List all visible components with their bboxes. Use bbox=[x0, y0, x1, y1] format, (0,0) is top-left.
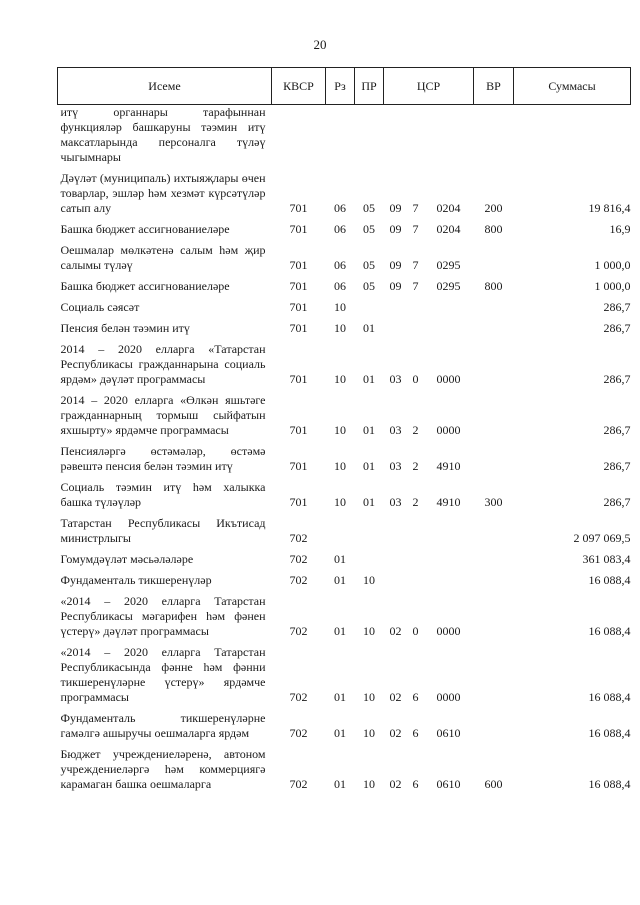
row-name: Социаль сәясәт bbox=[60, 300, 140, 314]
table-body bbox=[58, 105, 631, 796]
row-kvsr: 701 bbox=[289, 258, 308, 272]
row-pr bbox=[355, 513, 384, 549]
row-rz: 01 bbox=[334, 726, 346, 740]
row-rz: 10 bbox=[334, 423, 346, 437]
row-csr-code: 0295 bbox=[436, 279, 461, 293]
table-row bbox=[58, 105, 631, 169]
row-pr: 01 bbox=[363, 495, 375, 509]
row-sum: 286,7 bbox=[603, 321, 631, 335]
row-csr-code: 0610 bbox=[436, 726, 461, 740]
row-csr-program: 02 bbox=[389, 726, 402, 740]
row-pr bbox=[355, 297, 384, 318]
row-vr bbox=[474, 513, 514, 549]
table-row bbox=[58, 570, 631, 591]
row-rz: 10 bbox=[334, 459, 346, 473]
row-kvsr: 701 bbox=[289, 372, 308, 386]
row-vr bbox=[474, 297, 514, 318]
row-pr: 01 bbox=[363, 321, 375, 335]
row-rz: 01 bbox=[334, 690, 346, 704]
row-kvsr: 701 bbox=[289, 300, 308, 314]
row-vr bbox=[474, 240, 514, 276]
row-vr bbox=[474, 570, 514, 591]
row-pr: 05 bbox=[363, 258, 375, 272]
row-pr: 05 bbox=[363, 279, 375, 293]
header-sum: Суммасы bbox=[514, 68, 631, 105]
row-csr-subprogram: 2 bbox=[412, 423, 419, 437]
table-row bbox=[58, 318, 631, 339]
row-csr-program: 03 bbox=[389, 495, 402, 509]
row-sum: 16 088,4 bbox=[588, 777, 631, 791]
row-rz: 10 bbox=[334, 321, 346, 335]
row-pr: 10 bbox=[363, 573, 375, 587]
row-name: Башка бюджет ассигнованиеләре bbox=[60, 279, 230, 293]
row-rz bbox=[326, 513, 355, 549]
row-sum: 286,7 bbox=[603, 372, 631, 386]
row-csr-subprogram: 2 bbox=[412, 459, 419, 473]
row-csr-subprogram: 7 bbox=[412, 201, 419, 215]
row-csr-program: 02 bbox=[389, 624, 402, 638]
row-csr-program: 03 bbox=[389, 372, 402, 386]
row-csr-program: 09 bbox=[389, 201, 402, 215]
row-csr-code bbox=[424, 105, 474, 169]
row-vr bbox=[474, 642, 514, 708]
row-name: Фундаменталь тикшеренүләр bbox=[60, 573, 212, 587]
row-pr bbox=[355, 105, 384, 169]
row-csr-subprogram: 6 bbox=[412, 777, 419, 791]
header-rz: Рз bbox=[326, 68, 355, 105]
row-rz: 06 bbox=[334, 279, 346, 293]
row-kvsr: 702 bbox=[289, 624, 308, 638]
row-pr: 05 bbox=[363, 201, 375, 215]
row-csr-subprogram: 7 bbox=[412, 279, 419, 293]
row-csr-code: 0000 bbox=[436, 423, 461, 437]
row-name: Дәүләт (муниципаль) ихтыяҗлары өчен товарлар, эшләр һәм хезмәт күрсәтүләр сатып алу bbox=[60, 171, 266, 215]
row-vr: 600 bbox=[484, 777, 503, 791]
row-kvsr: 702 bbox=[289, 726, 308, 740]
row-sum: 2 097 069,5 bbox=[573, 531, 631, 545]
table-row bbox=[58, 549, 631, 570]
table-row bbox=[58, 441, 631, 477]
table-row bbox=[58, 642, 631, 708]
row-csr-program bbox=[384, 297, 408, 318]
row-kvsr: 702 bbox=[289, 531, 308, 545]
row-sum: 286,7 bbox=[603, 495, 631, 509]
row-vr: 800 bbox=[484, 279, 503, 293]
row-csr-subprogram bbox=[408, 513, 424, 549]
page-number: 20 bbox=[313, 37, 327, 52]
row-pr: 01 bbox=[363, 372, 375, 386]
row-csr-code: 0610 bbox=[436, 777, 461, 791]
row-sum: 19 816,4 bbox=[588, 201, 631, 215]
row-name: «2014 – 2020 елларга Татарстан Республикасы мәгарифен һәм фәнен үстерү» дәүләт программасы bbox=[60, 594, 266, 638]
table-row bbox=[58, 390, 631, 441]
row-name: Бюджет учреждениеләренә, автоном учреждениеләргә һәм коммерциягә карамаган башка оешмаларга bbox=[60, 747, 266, 791]
table-header-row bbox=[58, 68, 631, 105]
table-row bbox=[58, 744, 631, 795]
row-rz: 01 bbox=[334, 777, 346, 791]
row-sum: 361 083,4 bbox=[582, 552, 631, 566]
row-name: Гомумдәүләт мәсьәләләре bbox=[60, 552, 194, 566]
row-rz: 01 bbox=[334, 552, 346, 566]
row-kvsr bbox=[272, 105, 326, 169]
row-vr bbox=[474, 390, 514, 441]
row-rz: 06 bbox=[334, 258, 346, 272]
row-pr: 10 bbox=[363, 624, 375, 638]
row-pr: 10 bbox=[363, 777, 375, 791]
row-vr: 200 bbox=[484, 201, 503, 215]
row-csr-program: 02 bbox=[389, 777, 402, 791]
row-csr-subprogram bbox=[408, 318, 424, 339]
row-vr bbox=[474, 339, 514, 390]
row-csr-program bbox=[384, 513, 408, 549]
table-row bbox=[58, 219, 631, 240]
header-pr: ПР bbox=[355, 68, 384, 105]
row-sum: 286,7 bbox=[603, 423, 631, 437]
table-row bbox=[58, 276, 631, 297]
row-kvsr: 702 bbox=[289, 552, 308, 566]
row-rz: 10 bbox=[334, 495, 346, 509]
row-csr-subprogram bbox=[408, 570, 424, 591]
row-sum bbox=[514, 105, 631, 169]
row-csr-code: 0000 bbox=[436, 372, 461, 386]
row-csr-subprogram: 7 bbox=[412, 258, 419, 272]
row-rz: 06 bbox=[334, 222, 346, 236]
row-name: Социаль тәэмин итү һәм халыкка башка түләүләр bbox=[60, 480, 266, 509]
header-csr: ЦСР bbox=[384, 68, 474, 105]
row-pr bbox=[355, 549, 384, 570]
row-vr bbox=[474, 591, 514, 642]
row-pr: 10 bbox=[363, 690, 375, 704]
row-kvsr: 701 bbox=[289, 321, 308, 335]
row-csr-subprogram: 6 bbox=[412, 690, 419, 704]
row-kvsr: 701 bbox=[289, 201, 308, 215]
row-vr bbox=[474, 318, 514, 339]
table-row bbox=[58, 591, 631, 642]
row-vr: 800 bbox=[484, 222, 503, 236]
row-name: Башка бюджет ассигнованиеләре bbox=[60, 222, 230, 236]
row-kvsr: 702 bbox=[289, 777, 308, 791]
row-sum: 286,7 bbox=[603, 459, 631, 473]
row-csr-code bbox=[424, 513, 474, 549]
row-csr-code: 0000 bbox=[436, 690, 461, 704]
row-csr-subprogram: 6 bbox=[412, 726, 419, 740]
row-name: Оешмалар мөлкәтенә салым һәм җир салымы түләү bbox=[60, 243, 266, 272]
header-name: Исеме bbox=[58, 68, 272, 105]
row-name: «2014 – 2020 елларга Татарстан Республикасында фәнне һәм фәнни тикшеренүләрне үстерү» ярдәмче программасы bbox=[60, 645, 266, 704]
row-kvsr: 701 bbox=[289, 459, 308, 473]
row-sum: 16 088,4 bbox=[588, 624, 631, 638]
row-csr-code: 0204 bbox=[436, 222, 461, 236]
row-csr-subprogram: 2 bbox=[412, 495, 419, 509]
row-sum: 16 088,4 bbox=[588, 573, 631, 587]
row-csr-program bbox=[384, 105, 408, 169]
table-row bbox=[58, 513, 631, 549]
row-sum: 16 088,4 bbox=[588, 690, 631, 704]
budget-table bbox=[57, 67, 631, 795]
row-name: Фундаменталь тикшеренүләрне гамәлгә ашыручы оешмаларга ярдәм bbox=[60, 711, 266, 740]
table-row bbox=[58, 339, 631, 390]
row-name: Татарстан Республикасы Икътисад министрлыгы bbox=[60, 516, 266, 545]
table-row bbox=[58, 168, 631, 219]
row-kvsr: 701 bbox=[289, 279, 308, 293]
table-row bbox=[58, 297, 631, 318]
row-sum: 1 000,0 bbox=[594, 258, 631, 272]
row-kvsr: 702 bbox=[289, 690, 308, 704]
row-csr-code: 0295 bbox=[436, 258, 461, 272]
row-sum: 16,9 bbox=[609, 222, 631, 236]
row-csr-program: 09 bbox=[389, 222, 402, 236]
row-csr-code bbox=[424, 549, 474, 570]
row-sum: 286,7 bbox=[603, 300, 631, 314]
row-sum: 16 088,4 bbox=[588, 726, 631, 740]
row-csr-code: 0204 bbox=[436, 201, 461, 215]
row-rz: 01 bbox=[334, 624, 346, 638]
row-vr: 300 bbox=[484, 495, 503, 509]
row-rz: 06 bbox=[334, 201, 346, 215]
row-rz: 10 bbox=[334, 300, 346, 314]
header-vr: ВР bbox=[474, 68, 514, 105]
row-name: 2014 – 2020 елларга «Өлкән яшьтәге гражданнарның тормыш сыйфатын яхшырту» ярдәмче программасы bbox=[60, 393, 266, 437]
row-kvsr: 701 bbox=[289, 423, 308, 437]
row-csr-program: 09 bbox=[389, 279, 402, 293]
header-kvsr: КВСР bbox=[272, 68, 326, 105]
row-csr-code: 0000 bbox=[436, 624, 461, 638]
row-csr-program: 09 bbox=[389, 258, 402, 272]
row-csr-subprogram: 0 bbox=[412, 624, 419, 638]
row-vr bbox=[474, 549, 514, 570]
row-name: Пенсия белән тәэмин итү bbox=[60, 321, 190, 335]
row-vr bbox=[474, 105, 514, 169]
row-pr: 01 bbox=[363, 423, 375, 437]
row-csr-program bbox=[384, 549, 408, 570]
row-name: Пенсияләргә өстәмәләр, өстәмә рәвештә пенсия белән тәэмин итү bbox=[60, 444, 266, 473]
row-csr-subprogram: 0 bbox=[412, 372, 419, 386]
row-vr bbox=[474, 441, 514, 477]
row-csr-subprogram: 7 bbox=[412, 222, 419, 236]
row-csr-code bbox=[424, 297, 474, 318]
row-vr bbox=[474, 708, 514, 744]
row-sum: 1 000,0 bbox=[594, 279, 631, 293]
row-csr-code bbox=[424, 318, 474, 339]
row-csr-subprogram bbox=[408, 549, 424, 570]
table-row bbox=[58, 240, 631, 276]
row-csr-code: 4910 bbox=[436, 459, 461, 473]
row-name: итү органнары тарафыннан функцияләр башкаруны тәэмин итү максатларында персоналга түләү чыгымнары bbox=[60, 105, 266, 164]
row-kvsr: 701 bbox=[289, 222, 308, 236]
row-rz bbox=[326, 105, 355, 169]
row-csr-program: 03 bbox=[389, 459, 402, 473]
row-pr: 05 bbox=[363, 222, 375, 236]
row-csr-code: 4910 bbox=[436, 495, 461, 509]
row-csr-program: 03 bbox=[389, 423, 402, 437]
row-csr-program bbox=[384, 570, 408, 591]
row-kvsr: 702 bbox=[289, 573, 308, 587]
row-rz: 10 bbox=[334, 372, 346, 386]
row-rz: 01 bbox=[334, 573, 346, 587]
table-row bbox=[58, 708, 631, 744]
row-csr-program: 02 bbox=[389, 690, 402, 704]
row-name: 2014 – 2020 елларга «Татарстан Республикасы гражданнарына социаль ярдәм» дәүләт программасы bbox=[60, 342, 266, 386]
row-csr-subprogram bbox=[408, 105, 424, 169]
row-pr: 01 bbox=[363, 459, 375, 473]
row-csr-code bbox=[424, 570, 474, 591]
row-pr: 10 bbox=[363, 726, 375, 740]
row-csr-program bbox=[384, 318, 408, 339]
table-row bbox=[58, 477, 631, 513]
row-kvsr: 701 bbox=[289, 495, 308, 509]
row-csr-subprogram bbox=[408, 297, 424, 318]
